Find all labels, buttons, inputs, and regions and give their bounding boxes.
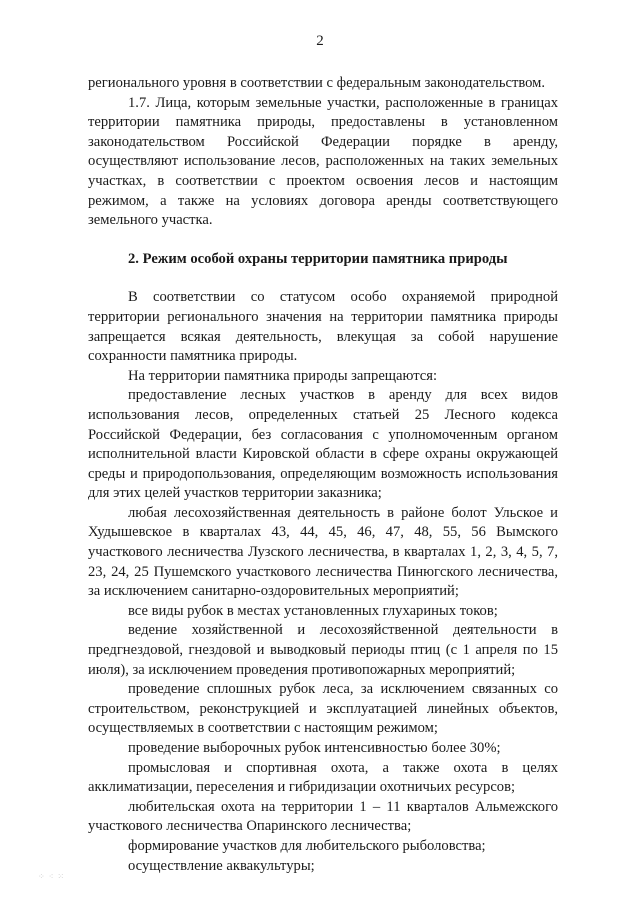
prohibition-item: любительская охота на территории 1 – 11 кварталов Альмежского участкового лесничества Опаринского лесничества; xyxy=(88,798,558,835)
prohibition-item: все виды рубок в местах установленных глухариных токов; xyxy=(128,602,498,619)
scan-artifact-mark: ⁘ ⁖ ⁙ xyxy=(38,872,66,881)
document-body xyxy=(88,74,558,876)
prohibition-item: проведение выборочных рубок интенсивностью более 30%; xyxy=(128,740,501,756)
prohibition-item: промысловая и спортивная охота, а также охота в целях акклиматизации, переселения и гибридизации охотничьих ресурсов; xyxy=(88,759,558,796)
prohibitions-lead: На территории памятника природы запрещаются: xyxy=(128,367,438,384)
prohibition-item: ведение хозяйственной и лесохозяйственной деятельности в предгнездовой, гнездовой и выводковый периоды птиц (с 1 апреля по 15 июля), за исключением проведения противопожарных мероприятий; xyxy=(88,622,558,678)
page-number: 2 xyxy=(316,33,324,49)
prohibition-item: формирование участков для любительского рыболовства; xyxy=(128,837,486,854)
prohibition-item: осуществление аквакультуры; xyxy=(128,857,315,874)
paragraph-1-7: 1.7. Лица, которым земельные участки, расположенные в границах территории памятника природы, предоставлены в установленном законодательством Российской Федерации порядке в аренду, осуществляют использование лесов, расположенных на таких земельных участках, в соответствии с проектом освоения лесов и настоящим режимом, а также на условиях договора аренды соответствующего земельного участка. xyxy=(88,94,558,229)
prohibition-item: любая лесохозяйственная деятельность в районе болот Ульское и Худышевское в кварталах 43, 44, 45, 46, 47, 48, 55, 56 Вымского участкового лесничества Лузского лесничества, в кварталах 1, 2, 3, 4, 5, 7, 23, 24, 25 Пушемского участкового лесничества Пинюгского лесничества, за исключением санитарно-оздоровительных мероприятий; xyxy=(88,504,558,600)
section-2-intro: В соответствии со статусом особо охраняемой природной территории регионального значения на территории памятника природы запрещается всякая деятельность, влекущая за собой нарушение сохранности памятника природы. xyxy=(88,289,558,365)
prohibition-item: предоставление лесных участков в аренду для всех видов использования лесов, определенных статьей 25 Лесного кодекса Российской Федерации, без согласования с уполномоченным органом исполнительной власти Кировской области в сфере охраны окружающей среды и природопользования, определяющим возможность использования для этих целей участков территории заказника; xyxy=(88,387,558,502)
prohibition-item: проведение сплошных рубок леса, за исключением связанных со строительством, реконструкцией и эксплуатацией линейных объектов, осуществляемых в соответствии с настоящим режимом; xyxy=(88,681,558,737)
section-2-heading: 2. Режим особой охраны территории памятника природы xyxy=(128,250,508,267)
continued-paragraph: регионального уровня в соответствии с федеральным законодательством. xyxy=(88,75,546,91)
